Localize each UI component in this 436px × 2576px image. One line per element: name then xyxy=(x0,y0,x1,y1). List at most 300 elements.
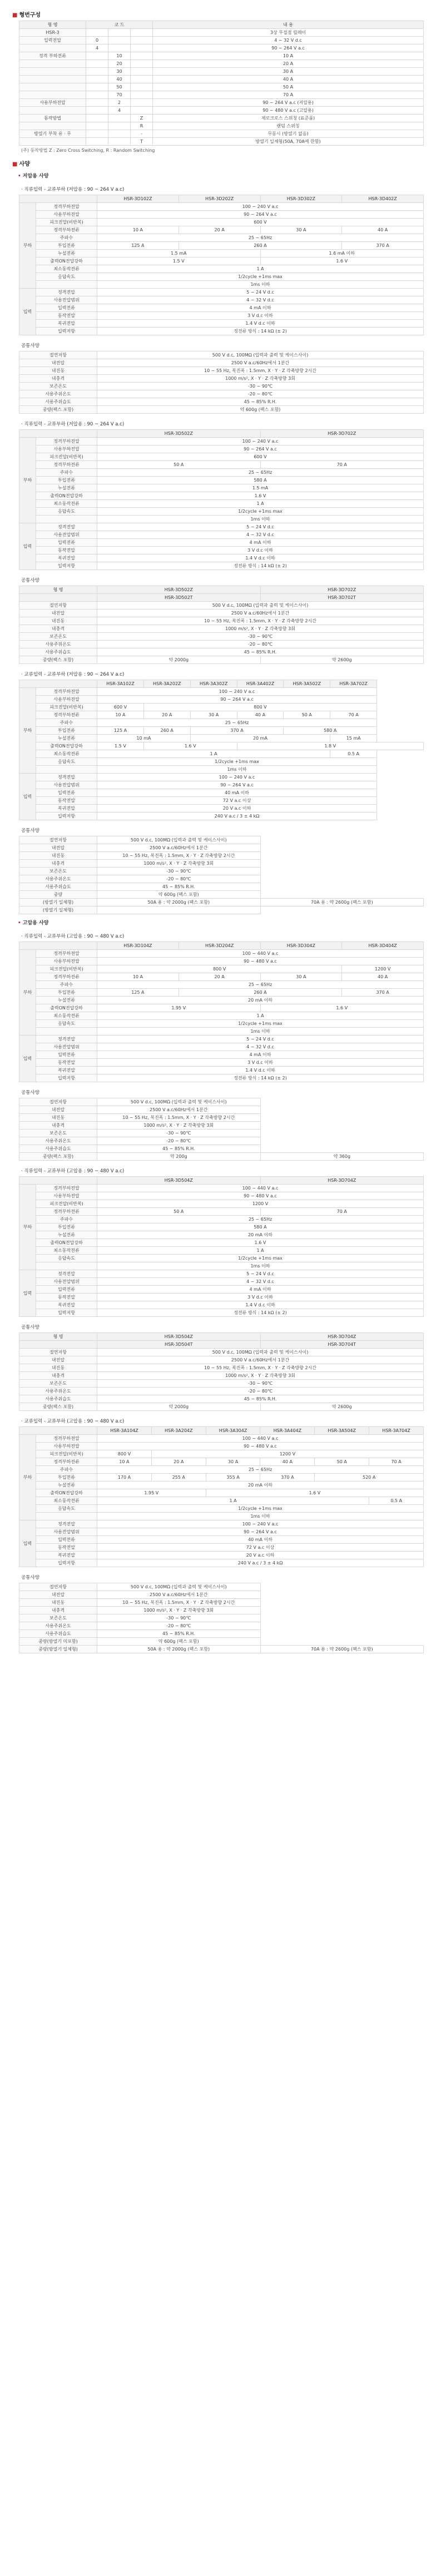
table-cell xyxy=(131,52,153,60)
table-cell: 동작전압 xyxy=(36,312,97,320)
table-cell: 정격전압 xyxy=(36,289,97,296)
table-row xyxy=(19,742,424,750)
table-row xyxy=(19,60,424,68)
table-row xyxy=(19,461,424,469)
table-cell: 절연저항 xyxy=(19,351,97,359)
table-row xyxy=(19,883,424,891)
common-c-title: 공통사양 xyxy=(21,828,39,834)
table-cell: 50 A xyxy=(153,83,424,91)
table-cell: 내충격 xyxy=(19,1607,97,1614)
table-row xyxy=(19,981,424,989)
table-cell: -20 ~ 80℃ xyxy=(97,641,424,648)
table-cell: R xyxy=(131,122,153,130)
table-row xyxy=(19,1528,424,1536)
table-cell: 입력저항 xyxy=(36,562,97,570)
table-cell xyxy=(86,68,108,76)
table-cell: 90 ~ 480 V a.c xyxy=(97,1192,424,1200)
table-cell: 사용부하전압 xyxy=(36,696,97,704)
table-cell: 최소동작전류 xyxy=(36,750,97,758)
high-b-title: · 직류입력 - 교류부하 (고압용 : 90 ~ 480 V a.c) xyxy=(21,1168,125,1174)
table-row xyxy=(19,617,424,625)
header-cell: HSR-3A704Z xyxy=(369,1427,424,1435)
table-cell: 복귀전압 xyxy=(36,805,97,813)
header-cell xyxy=(19,594,97,602)
table-cell xyxy=(19,83,86,91)
table-cell xyxy=(86,99,108,107)
table-row xyxy=(19,633,424,641)
table-row xyxy=(19,1356,424,1364)
table-row xyxy=(19,516,424,523)
table-cell: 응답속도 xyxy=(36,508,97,516)
table-row xyxy=(19,696,424,704)
table-row xyxy=(19,868,424,875)
table-cell: 40 A xyxy=(342,226,424,234)
table-row xyxy=(19,1536,424,1544)
table-cell: 누설전류 xyxy=(36,735,97,742)
table-row xyxy=(19,492,424,500)
table-row xyxy=(19,1380,424,1388)
table-row xyxy=(19,99,424,107)
spec-table-high-ac xyxy=(19,1426,424,1567)
header-cell: HSR-3A502Z xyxy=(284,680,330,688)
table-cell: 1200 V xyxy=(342,965,424,973)
table-row xyxy=(19,281,424,289)
table-cell xyxy=(131,60,153,68)
section-spec: ■ 사양 xyxy=(12,161,30,167)
table-row xyxy=(19,727,424,735)
table-cell: 누설전류 xyxy=(36,484,97,492)
table-cell: 370 A xyxy=(342,242,424,250)
table-row xyxy=(19,1262,424,1270)
table-cell: 내전압 xyxy=(19,844,97,852)
table-cell: 사용주위습도 xyxy=(19,398,97,406)
table-cell: 피크전압(비반복) xyxy=(36,219,97,226)
table-cell: 255 A xyxy=(151,1474,206,1482)
table-cell xyxy=(36,766,97,774)
table-cell: 사용전압범위 xyxy=(36,1043,97,1051)
table-row xyxy=(19,965,424,973)
table-row xyxy=(19,1403,424,1411)
table-cell xyxy=(131,107,153,115)
table-cell: 1.4 V d.c 이하 xyxy=(97,320,424,328)
table-cell xyxy=(108,138,131,146)
table-row xyxy=(19,899,424,906)
table-cell xyxy=(86,107,108,115)
common-b-title: 공통사양 xyxy=(21,578,39,583)
header-cell: HSR-3A202Z xyxy=(143,680,190,688)
table-cell: 1.8 V xyxy=(237,742,423,750)
table-cell: 부하 xyxy=(19,1185,36,1270)
table-cell: 정격부하전류 xyxy=(36,461,97,469)
table-cell: 동작전압 xyxy=(36,1059,97,1067)
table-cell: 주파수 xyxy=(36,719,97,727)
table-cell: 500 V d.c, 100MΩ (입력과 출력 및 케이스사이) xyxy=(97,1583,261,1591)
table-cell xyxy=(36,1513,97,1520)
table-cell xyxy=(19,122,86,130)
table-cell: 부하 xyxy=(19,950,36,1036)
table-cell: 정전류 방식 : 14 kΩ (± 2) xyxy=(97,328,424,335)
table-cell: 20 V a.c 이하 xyxy=(97,805,377,813)
table-cell: 10 mA xyxy=(97,735,191,742)
table-row xyxy=(19,453,424,461)
table-row xyxy=(19,1051,424,1059)
table-header-row xyxy=(19,1341,424,1349)
header-cell: HSR-3D202Z xyxy=(179,195,260,203)
table-cell: 입력 xyxy=(19,289,36,335)
table-cell: 1.4 V d.c 이하 xyxy=(97,1301,424,1309)
table-cell: 10 A xyxy=(153,52,424,60)
table-row xyxy=(19,1130,424,1137)
table-cell: 100 ~ 440 V a.c xyxy=(97,950,424,958)
table-cell: 입력전류 xyxy=(36,1286,97,1294)
table-cell: 주파수 xyxy=(36,981,97,989)
table-cell: 10 ~ 55 Hz, 복진폭 : 1.5mm, X · Y · Z 각축방향 2시간 xyxy=(97,1599,261,1607)
high-c-title: · 교류입력 - 교류부하 (고압용 : 90 ~ 480 V a.c) xyxy=(21,1419,125,1424)
bullet-icon: • xyxy=(18,920,21,926)
table-cell: 중량(방열기 일체형) xyxy=(19,1646,97,1653)
table-cell: (방열기 일체형) xyxy=(19,906,97,914)
table-row xyxy=(19,383,424,390)
table-row xyxy=(19,997,424,1004)
table-row xyxy=(19,1583,424,1591)
table-cell: 90 ~ 480 V a.c xyxy=(97,958,424,965)
table-cell: 최소동작전류 xyxy=(36,1247,97,1255)
table-cell: 1 A xyxy=(97,750,330,758)
table-cell: 1000 m/s², X · Y · Z 각축방향 3회 xyxy=(97,1372,424,1380)
table-cell: 500 V d.c, 100MΩ (입력과 출력 및 케이스사이) xyxy=(97,602,424,610)
table-cell: 투입전류 xyxy=(36,1474,97,1482)
table-cell: -20 ~ 80℃ xyxy=(97,1622,261,1630)
table-cell: 100 ~ 240 V a.c xyxy=(97,1520,424,1528)
table-cell xyxy=(131,91,153,99)
table-cell: 20 A xyxy=(179,226,260,234)
table-row xyxy=(19,1614,424,1622)
table-row xyxy=(19,328,424,335)
table-cell: 580 A xyxy=(97,1223,424,1231)
table-row xyxy=(19,320,424,328)
table-row xyxy=(19,1216,424,1223)
table-cell: 1.4 V d.c 이하 xyxy=(97,1067,424,1074)
table-cell: 랜덤 스위칭 xyxy=(153,122,424,130)
table-row xyxy=(19,602,424,610)
table-cell xyxy=(131,68,153,76)
table-row xyxy=(19,1028,424,1036)
table-cell: 30 xyxy=(108,68,131,76)
table-cell: 보존온도 xyxy=(19,633,97,641)
table-row xyxy=(19,1012,424,1020)
table-cell: 약 2600g xyxy=(260,1403,424,1411)
table-row xyxy=(19,68,424,76)
table-row xyxy=(19,1349,424,1356)
table-cell: 주파수 xyxy=(36,469,97,477)
table-cell: 25 ~ 65Hz xyxy=(97,1466,424,1474)
table-row xyxy=(19,1059,424,1067)
table-cell: 800 V xyxy=(97,965,342,973)
table-row xyxy=(19,950,424,958)
table-cell: 정격부하전류 xyxy=(36,226,97,234)
table-cell: 응답속도 xyxy=(36,1255,97,1262)
table-cell: 사용주위습도 xyxy=(19,1630,97,1638)
table-cell xyxy=(86,83,108,91)
table-cell: 1.95 V xyxy=(97,1004,261,1012)
table-cell: 70 A xyxy=(153,91,424,99)
header-cell xyxy=(19,430,97,438)
table-cell xyxy=(19,44,86,52)
table-cell: 피크전압(비반복) xyxy=(36,1450,97,1458)
table-cell: 중량(팩스 포함) xyxy=(19,1153,97,1161)
table-cell: -20 ~ 80℃ xyxy=(97,390,424,398)
table-cell: 부하 xyxy=(19,203,36,289)
header-cell: HSR-3D502Z xyxy=(97,430,261,438)
table-cell: 20 A xyxy=(179,973,260,981)
table-cell: 40 A xyxy=(260,1458,315,1466)
table-cell: 70A 용 : 약 2600g (팩스 포함) xyxy=(260,1646,424,1653)
table-header-row xyxy=(19,680,424,688)
table-cell: 25 ~ 65Hz xyxy=(97,234,424,242)
table-cell: 주파수 xyxy=(36,1216,97,1223)
table-cell: 입력전류 xyxy=(36,1536,97,1544)
header-cell: HSR-3D402Z xyxy=(342,195,424,203)
header-cell: 형 명 xyxy=(19,21,86,29)
table-cell: 125 A xyxy=(97,242,179,250)
common-table-low-dc-2 xyxy=(19,586,424,664)
table-row xyxy=(19,1607,424,1614)
table-cell xyxy=(19,91,86,99)
table-row xyxy=(19,610,424,617)
table-cell: 주파수 xyxy=(36,1466,97,1474)
table-cell: 내전압 xyxy=(19,359,97,367)
table-cell: 1.5 mA xyxy=(97,484,424,492)
table-cell: 부하 xyxy=(19,688,36,774)
table-cell: 1.95 V xyxy=(97,1489,206,1497)
header-cell xyxy=(19,680,97,688)
table-cell: 70 A xyxy=(260,1208,424,1216)
table-cell: 주파수 xyxy=(36,234,97,242)
table-cell: 약 200g xyxy=(97,1153,261,1161)
table-row xyxy=(19,359,424,367)
table-cell: 1000 m/s², X · Y · Z 각축방향 3회 xyxy=(97,625,424,633)
table-row xyxy=(19,234,424,242)
table-cell: 복귀전압 xyxy=(36,1552,97,1559)
table-cell: 5 ~ 24 V d.c xyxy=(97,523,424,531)
table-row xyxy=(19,1294,424,1301)
table-cell: 0 xyxy=(86,37,108,44)
table-cell: 800 V xyxy=(143,704,376,711)
table-cell: 내충격 xyxy=(19,375,97,383)
table-cell: 입력저항 xyxy=(36,1309,97,1317)
header-cell: 형 명 xyxy=(19,586,97,594)
table-cell: 입력저항 xyxy=(36,813,97,820)
table-row xyxy=(19,1043,424,1051)
table-row xyxy=(19,1137,424,1145)
table-cell: 내진동 xyxy=(19,1364,97,1372)
table-cell: 사용전압범위 xyxy=(36,781,97,789)
table-cell: 내진동 xyxy=(19,1114,97,1122)
table-row xyxy=(19,1372,424,1380)
table-row xyxy=(19,1559,424,1567)
table-cell: 입력전류 xyxy=(36,789,97,797)
table-header-row xyxy=(19,195,424,203)
table-row xyxy=(19,211,424,219)
table-cell: -30 ~ 90℃ xyxy=(97,868,261,875)
table-cell: 520 A xyxy=(315,1474,424,1482)
table-cell: 내전압 xyxy=(19,1591,97,1599)
table-cell: 정격전압 xyxy=(36,1520,97,1528)
table-row xyxy=(19,469,424,477)
table-header-row xyxy=(19,1177,424,1185)
table-cell: 1/2cycle +1ms max xyxy=(97,508,424,516)
table-cell: 내진동 xyxy=(19,852,97,860)
table-cell: 1.6 V xyxy=(260,1004,424,1012)
table-cell: 출력ON전압강하 xyxy=(36,1239,97,1247)
table-cell: 90 ~ 480 V a.c xyxy=(97,1443,424,1450)
table-cell: 20 xyxy=(108,60,131,68)
table-row xyxy=(19,406,424,414)
table-cell: 정격부하전류 xyxy=(36,711,97,719)
table-cell: 동작전압 xyxy=(36,547,97,554)
table-cell xyxy=(86,60,108,68)
table-row xyxy=(19,138,424,146)
table-cell: 출력ON전압강하 xyxy=(36,257,97,265)
header-cell: HSR-3D504T xyxy=(97,1341,261,1349)
table-cell: 50A 용 : 약 2000g (팩스 포함) xyxy=(97,1646,261,1653)
table-row xyxy=(19,656,424,664)
table-cell: 응답속도 xyxy=(36,1020,97,1028)
table-cell: 내충격 xyxy=(19,625,97,633)
table-cell: 1/2cycle +1ms max xyxy=(97,273,424,281)
common-table-high-ac xyxy=(19,1583,424,1653)
table-cell: 내진동 xyxy=(19,617,97,625)
low-b-title: · 직류입력 - 교류부하 (저압용 : 90 ~ 264 V a.c) xyxy=(21,422,125,427)
common-a-title: 공통사양 xyxy=(21,343,39,349)
table-row xyxy=(19,1255,424,1262)
table-cell: 500 V d.c, 100MΩ (입력과 출력 및 케이스사이) xyxy=(97,1349,424,1356)
table-row xyxy=(19,554,424,562)
table-cell: 90 ~ 264 V a.c (저압용) xyxy=(153,99,424,107)
table-cell: 정격부하전압 xyxy=(36,438,97,445)
table-cell: 정격부하전압 xyxy=(36,1185,97,1192)
table-cell: -20 ~ 80℃ xyxy=(97,875,261,883)
table-cell: 260 A xyxy=(179,242,342,250)
table-cell: 4 ~ 32 V d.c xyxy=(153,37,424,44)
table-row xyxy=(19,813,424,820)
table-cell: 출력ON전압강하 xyxy=(36,742,97,750)
header-cell: HSR-3D204Z xyxy=(179,942,260,950)
table-cell: 10 xyxy=(108,52,131,60)
header-cell: HSR-3A504Z xyxy=(315,1427,369,1435)
table-row xyxy=(19,1591,424,1599)
table-cell: 피크전압(비반복) xyxy=(36,965,97,973)
table-cell: 부하 xyxy=(19,1435,36,1520)
table-cell: 보존온도 xyxy=(19,1380,97,1388)
table-cell: 방열기 일체형(50A, 70A에 한함) xyxy=(153,138,424,146)
table-cell xyxy=(36,1262,97,1270)
table-row xyxy=(19,37,424,44)
table-row xyxy=(19,312,424,320)
header-cell: HSR-3A404Z xyxy=(260,1427,315,1435)
table-cell: 40 mA 이하 xyxy=(97,789,377,797)
table-cell: 1ms 이하 xyxy=(97,766,377,774)
table-cell xyxy=(131,29,153,37)
table-cell: 보존온도 xyxy=(19,383,97,390)
low-voltage-title: • 저압용 사양 xyxy=(18,174,49,179)
common-table-high-dc-1 xyxy=(19,1098,424,1161)
table-row xyxy=(19,1200,424,1208)
table-cell: 5 ~ 24 V d.c xyxy=(97,1270,424,1278)
table-cell: 사용전압범위 xyxy=(36,296,97,304)
table-cell xyxy=(86,122,108,130)
table-row xyxy=(19,989,424,997)
header-cell: HSR-3D302Z xyxy=(260,195,342,203)
table-cell: 정전류 방식 : 14 kΩ (± 2) xyxy=(97,562,424,570)
table-cell: 사용주위습도 xyxy=(19,648,97,656)
table-cell: 복귀전압 xyxy=(36,1067,97,1074)
table-cell: 사용부하전압 xyxy=(36,445,97,453)
table-cell: 3 V d.c 이하 xyxy=(97,1059,424,1067)
table-cell: 입력 xyxy=(19,1520,36,1567)
table-cell: 내전압 xyxy=(19,1356,97,1364)
table-row xyxy=(19,226,424,234)
table-cell: 절연저항 xyxy=(19,1098,97,1106)
table-cell xyxy=(19,138,86,146)
table-cell: 370 A xyxy=(190,727,284,735)
header-cell: HSR-3D704Z xyxy=(260,1333,424,1341)
table-cell: 90 ~ 264 V a.c xyxy=(153,44,424,52)
header-cell xyxy=(19,195,97,203)
table-row xyxy=(19,1520,424,1528)
low-a-title: · 직류입력 - 교류부하 (저압용 : 90 ~ 264 V a.c) xyxy=(21,187,125,192)
table-cell: 누설전류 xyxy=(36,1231,97,1239)
table-cell: 사용전압범위 xyxy=(36,531,97,539)
table-cell: 사용주위온도 xyxy=(19,641,97,648)
table-cell: 100 ~ 240 V a.c xyxy=(97,688,377,696)
table-cell: 사용주위습도 xyxy=(19,1145,97,1153)
table-cell xyxy=(86,115,108,122)
table-cell: 중량 xyxy=(19,891,97,899)
table-row xyxy=(19,547,424,554)
table-cell: -30 ~ 90℃ xyxy=(97,383,424,390)
table-cell: 50A 용 : 약 2000g (팩스 포함) xyxy=(97,899,261,906)
table-cell: 1.6 V xyxy=(97,492,424,500)
table-cell xyxy=(108,130,131,138)
table-cell: 70 A xyxy=(330,711,377,719)
table-cell: T xyxy=(131,138,153,146)
table-cell: 4 mA 이하 xyxy=(97,539,424,547)
table-cell: 370 A xyxy=(342,989,424,997)
table-row xyxy=(19,44,424,52)
table-row xyxy=(19,1231,424,1239)
table-row xyxy=(19,1443,424,1450)
table-cell: 절연저항 xyxy=(19,602,97,610)
table-cell: 피크전압(비반복) xyxy=(36,1200,97,1208)
table-row xyxy=(19,375,424,383)
table-cell: 1.5 V xyxy=(97,257,261,265)
table-cell: 20 V a.c 이하 xyxy=(97,1552,424,1559)
table-cell: 40 mA 이하 xyxy=(97,1536,424,1544)
table-cell: 72 V a.c 이상 xyxy=(97,1544,424,1552)
table-cell: 50 A xyxy=(284,711,330,719)
table-cell: 최소동작전류 xyxy=(36,500,97,508)
table-row xyxy=(19,711,424,719)
table-cell: 피크전압(비반복) xyxy=(36,704,97,711)
table-row xyxy=(19,539,424,547)
table-cell: 1.5 V xyxy=(97,742,144,750)
table-cell: 1.6 V xyxy=(260,257,424,265)
table-row xyxy=(19,648,424,656)
table-cell: 사용부하전압 xyxy=(36,958,97,965)
common-g-title: 공통사양 xyxy=(21,1575,39,1581)
table-cell: 응답속도 xyxy=(36,273,97,281)
